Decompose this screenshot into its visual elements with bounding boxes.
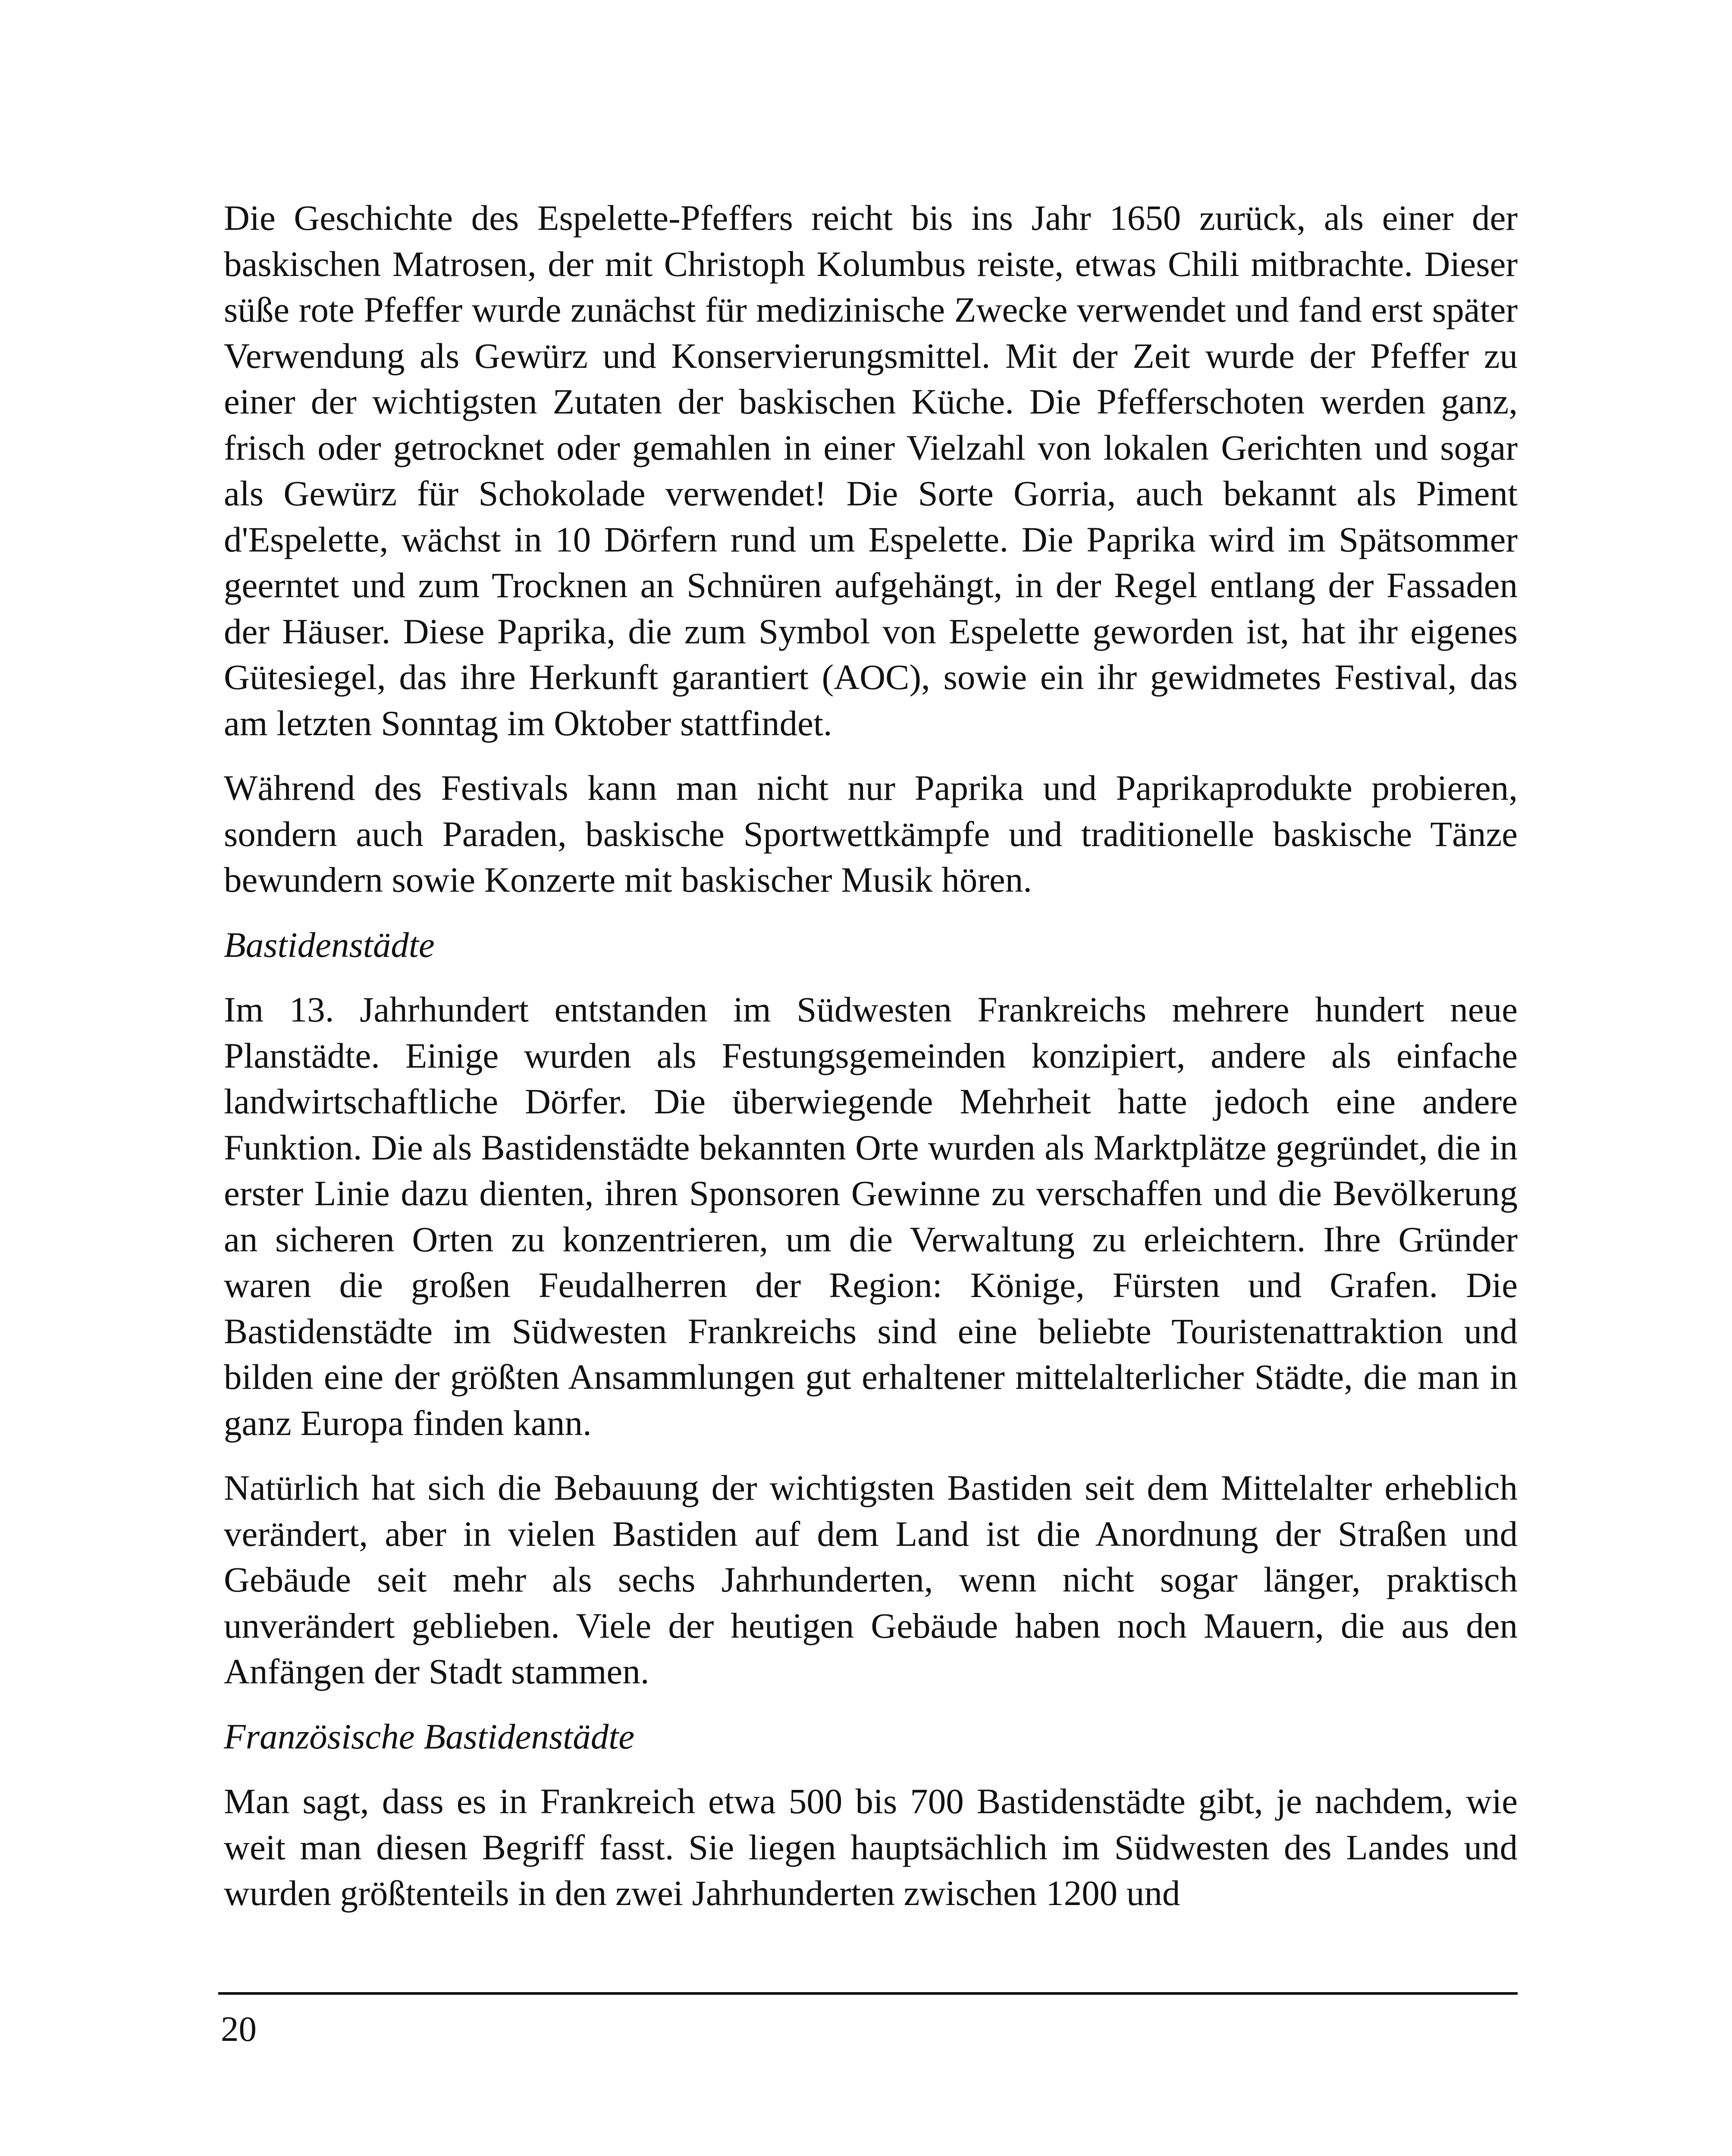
paragraph-bastides-origin: Im 13. Jahrhundert entstanden im Südwesten Frankreichs mehrere hundert neue Planstädte. Einige wurden als Festungsgemeinden konzipiert, andere als einfache landwirtschaftliche Dörfer. Die überwiegende Mehrheit hatte jedoch eine andere Funktion. Die als Bastidenstädte bekannten Orte wurden als Marktplätze gegründet, die in erster Linie dazu dienten, ihren Sponsoren Gewinne zu verschaffen und die Bevölkerung an sicheren Orten zu konzentrieren, um die Verwaltung zu erleichtern. Ihre Gründer waren die großen Feudalherren der Region: Könige, Fürsten und Grafen. Die Bastidenstädte im Südwesten Frankreichs sind eine beliebte Touristenattraktion und bilden eine der größten Ansammlungen gut erhaltener mittelalterlicher Städte, die man in ganz Europa finden kann. bbox=[224, 990, 1518, 1443]
paragraph-bastides-count: Man sagt, dass es in Frankreich etwa 500 bis 700 Bastidenstädte gibt, je nachdem, wie weit man diesen Begriff fasst. Sie liegen hauptsächlich im Südwesten des Landes und wurden größtenteils in den zwei Jahrhunderten zwischen 1200 und bbox=[224, 1781, 1518, 1913]
page-number: 20 bbox=[221, 2009, 257, 2049]
section-heading-bastidenstaedte: Bastidenstädte bbox=[224, 924, 435, 965]
paragraph-festival: Während des Festivals kann man nicht nur Paprika und Paprikaprodukte probieren, sondern auch Paraden, baskische Sportwettkämpfe und traditionelle baskische Tänze bewundern sowie Konzerte mit baskischer Musik hören. bbox=[224, 768, 1518, 899]
paragraph-espelette-history: Die Geschichte des Espelette-Pfeffers reicht bis ins Jahr 1650 zurück, als einer der baskischen Matrosen, der mit Christoph Kolumbus reiste, etwas Chili mitbrachte. Dieser süße rote Pfeffer wurde zunächst für medizinische Zwecke verwendet und fand erst später Verwendung als Gewürz und Konservierungsmittel. Mit der Zeit wurde der Pfeffer zu einer der wichtigsten Zutaten der baskischen Küche. Die Pfefferschoten werden ganz, frisch oder getrocknet oder gemahlen in einer Vielzahl von lokalen Gerichten und sogar als Gewürz für Schokolade verwendet! Die Sorte Gorria, auch bekannt als Piment d'Espelette, wächst in 10 Dörfern rund um Espelette. Die Paprika wird im Spätsommer geerntet und zum Trocknen an Schnüren aufgehängt, in der Regel entlang der Fassaden der Häuser. Diese Paprika, die zum Symbol von Espelette geworden ist, hat ihr eigenes Gütesiegel, das ihre Herkunft garantiert (AOC), sowie ein ihr gewidmetes Festival, das am letzten Sonntag im Oktober stattfindet. bbox=[224, 198, 1518, 743]
section-heading-franzoesische-bastidenstaedte: Französische Bastidenstädte bbox=[224, 1716, 635, 1756]
footer-divider bbox=[218, 1992, 1518, 1995]
page-body bbox=[224, 195, 1518, 1935]
paragraph-bastides-change: Natürlich hat sich die Bebauung der wichtigsten Bastiden seit dem Mittelalter erheblich verändert, aber in vielen Bastiden auf dem Land ist die Anordnung der Straßen und Gebäude seit mehr als sechs Jahrhunderten, wenn nicht sogar länger, praktisch unverändert geblieben. Viele der heutigen Gebäude haben noch Mauern, die aus den Anfängen der Stadt stammen. bbox=[224, 1468, 1518, 1691]
